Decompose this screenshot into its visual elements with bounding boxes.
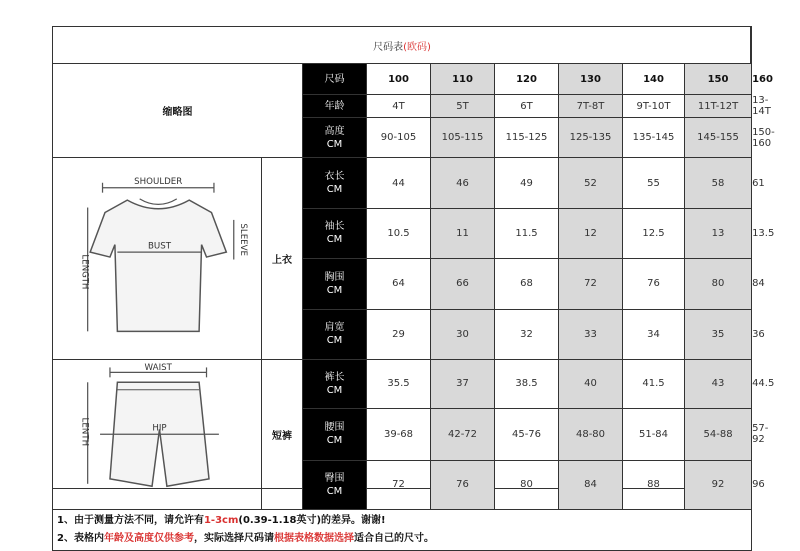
value-cell: 38.5 (495, 359, 559, 409)
value-cell: 52 (559, 158, 623, 209)
row-label-sleeve (303, 209, 367, 259)
row-label-text: 肩宽 (324, 322, 345, 334)
chart-title (53, 27, 752, 64)
note-2 (57, 530, 751, 548)
value-cell: 44 (367, 158, 431, 209)
chart-title-sub: (欧码) (403, 41, 431, 53)
row-label-text: 裤长 (324, 371, 345, 383)
value-cell: 49 (495, 158, 559, 209)
category-bottom: 短裤 (262, 359, 303, 510)
value-cell: 40 (559, 359, 623, 409)
age-cell: 11T-12T (685, 95, 752, 118)
chart-title-main: 尺码表 (373, 41, 404, 53)
row-label-size: 尺码 (303, 64, 367, 95)
size-cell: 110 (431, 64, 495, 95)
note-text: ，实际选择尺码请 (193, 533, 274, 545)
value-cell: 80 (685, 258, 752, 309)
size-cell: 150 (685, 64, 752, 95)
row-label-text: 臀围 (324, 472, 345, 484)
value-cell: 72 (559, 258, 623, 309)
value-cell: 72 (367, 460, 431, 510)
shorts-diagram-cell (53, 359, 262, 510)
value-cell: 35.5 (367, 359, 431, 409)
value-cell: 10.5 (367, 209, 431, 259)
size-cell: 130 (559, 64, 623, 95)
shorts-length-label: LENTH (79, 417, 90, 446)
size-cell: 100 (367, 64, 431, 95)
note-highlight: 根据表格数据选择 (273, 533, 354, 545)
value-cell: 41.5 (623, 359, 685, 409)
value-cell: 34 (623, 309, 685, 359)
row-label-pants-length (303, 359, 367, 409)
row-label-text: 高度 (324, 125, 345, 137)
height-cell: 90-105 (367, 118, 431, 158)
value-cell: 58 (685, 158, 752, 209)
value-cell: 33 (559, 309, 623, 359)
note-text: 2、表格内 (57, 533, 104, 545)
row-label-bust (303, 258, 367, 309)
row-label-unit: CM (326, 184, 343, 195)
note-1 (57, 512, 751, 530)
value-cell: 80 (495, 460, 559, 510)
row-label-unit: CM (326, 234, 343, 246)
row-label-hip (303, 460, 367, 510)
note-text: 适合自己的尺寸。 (353, 533, 434, 545)
height-cell: 145-155 (685, 118, 752, 158)
value-cell: 64 (367, 258, 431, 309)
value-cell: 76 (431, 460, 495, 510)
value-cell: 43 (685, 359, 752, 409)
value-cell: 88 (623, 460, 685, 510)
height-cell: 105-115 (431, 118, 495, 158)
shirt-diagram-cell (53, 158, 262, 360)
age-cell: 7T-8T (559, 95, 623, 118)
value-cell: 29 (367, 309, 431, 359)
value-cell: 11.5 (495, 209, 559, 259)
sleeve-label: SLEEVE (238, 223, 249, 257)
value-cell: 92 (685, 460, 752, 510)
note-text: 1、由于测量方法不同，请允许有 (57, 515, 204, 527)
row-label-unit: CM (326, 335, 343, 347)
height-cell: 115-125 (495, 118, 559, 158)
size-cell: 140 (623, 64, 685, 95)
value-cell: 51-84 (623, 409, 685, 460)
value-cell: 55 (623, 158, 685, 209)
age-cell: 4T (367, 95, 431, 118)
value-cell: 11 (431, 209, 495, 259)
row-label-age: 年龄 (303, 95, 367, 118)
value-cell: 45-76 (495, 409, 559, 460)
category-top: 上衣 (262, 158, 303, 360)
value-cell: 48-80 (559, 409, 623, 460)
row-label-text: 胸围 (324, 271, 345, 283)
waist-label: WAIST (144, 362, 172, 373)
height-cell: 125-135 (559, 118, 623, 158)
note-text: (0.39-1.18英寸)的差异。谢谢! (238, 515, 386, 527)
age-cell: 9T-10T (623, 95, 685, 118)
row-label-unit: CM (326, 138, 343, 150)
row-label-unit: CM (326, 284, 343, 296)
value-cell: 35 (685, 309, 752, 359)
value-cell: 54-88 (685, 409, 752, 460)
value-cell: 39-68 (367, 409, 431, 460)
value-cell: 42-72 (431, 409, 495, 460)
tshirt-diagram-icon (53, 158, 261, 359)
row-label-text: 袖长 (324, 221, 345, 233)
value-cell: 13 (685, 209, 752, 259)
size-cell: 120 (495, 64, 559, 95)
row-label-unit: CM (326, 435, 343, 447)
row-label-unit: CM (326, 485, 343, 497)
value-cell: 68 (495, 258, 559, 309)
value-cell: 66 (431, 258, 495, 309)
bust-label: BUST (147, 241, 172, 252)
value-cell: 32 (495, 309, 559, 359)
note-highlight: 年龄及高度仅供参考 (103, 533, 194, 545)
row-label-text: 衣长 (324, 171, 345, 182)
shoulder-label: SHOULDER (134, 176, 183, 187)
height-cell: 135-145 (623, 118, 685, 158)
age-cell: 6T (495, 95, 559, 118)
row-label-top-length (303, 158, 367, 209)
value-cell: 46 (431, 158, 495, 209)
thumbnail-label: 缩略图 (53, 64, 303, 158)
row-label-shoulder (303, 309, 367, 359)
note-highlight: 1-3cm (203, 515, 239, 527)
value-cell: 12 (559, 209, 623, 259)
row-label-unit: CM (326, 384, 343, 396)
size-chart-table: 尺码表(欧码) 缩略图 尺码 100 110 120 130 140 150 160 年龄 4T 5T 6T 7T-8T 9T-10T 11T-12T 13-14T 高度 CM 90-105 105-115 115-125 125-135 135-145 145-155 150-160 SHOULDER BUST LENGTH SLEEVE 上衣 衣长 CM 44 46 49 52 55 58 61 袖长 CM 10.5 11 11.5 12 12.5 13 13.5 胸围 CM 64 66 68 72 76 80 84 肩宽 CM 29 30 32 33 34 35 36 WAIST HIP LENTH 短裤 裤长 CM 35.5 37 38.5 40 41.5 43 44.5 腰围 CM 39-68 42-72 45-76 48-80 51-84 54-88 57-92 臀围 CM 72 76 80 84 88 92 96 1、由于测量方法不同，请允许有1-3cm(0.39-1.18英寸)的差异。谢谢! 2、表格内年龄及高度仅供参考，实际选择尺码请根据表格数据选择适合自己的尺寸。 (52, 26, 752, 551)
shorts-diagram-icon (53, 360, 261, 510)
value-cell: 76 (623, 258, 685, 309)
row-label-text: 腰围 (324, 422, 345, 434)
length-label: LENGTH (79, 254, 90, 290)
row-label-height (303, 118, 367, 158)
value-cell: 37 (431, 359, 495, 409)
value-cell: 12.5 (623, 209, 685, 259)
age-cell: 5T (431, 95, 495, 118)
value-cell: 84 (559, 460, 623, 510)
notes (53, 510, 752, 551)
hip-label: HIP (152, 423, 167, 434)
row-label-waist (303, 409, 367, 460)
value-cell: 30 (431, 309, 495, 359)
